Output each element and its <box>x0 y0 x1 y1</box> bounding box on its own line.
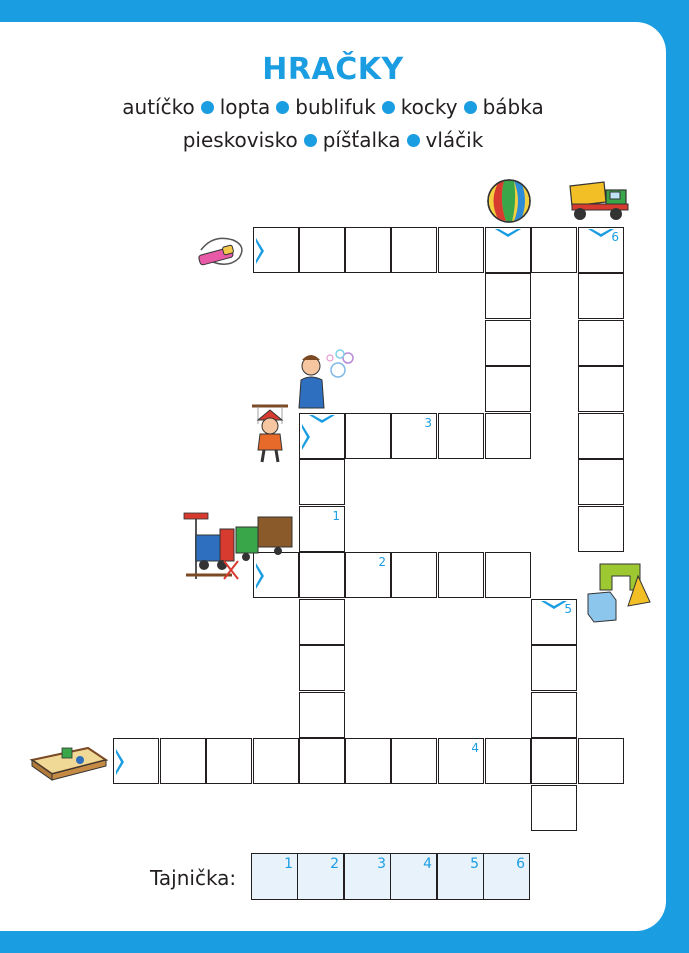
crossword-cell[interactable] <box>485 552 531 598</box>
arrow-right-icon <box>116 749 124 775</box>
bullet-dot-icon <box>382 101 395 114</box>
secret-cell[interactable] <box>437 853 484 900</box>
crossword-cell[interactable] <box>113 738 159 784</box>
word-item: bábka <box>482 95 544 119</box>
crossword-cell[interactable] <box>160 738 206 784</box>
bubble-boy-picture <box>296 346 358 410</box>
secret-number: 1 <box>284 856 293 872</box>
crossword-cell[interactable] <box>299 413 345 459</box>
train-picture <box>182 509 294 589</box>
arrow-right-icon <box>302 424 310 450</box>
puppet-picture <box>244 404 296 464</box>
crossword-cell[interactable] <box>531 599 577 645</box>
crossword-cell[interactable] <box>253 227 299 273</box>
word-item: pieskovisko <box>182 128 298 152</box>
secret-number: 3 <box>377 856 386 872</box>
crossword-cell[interactable] <box>485 320 531 366</box>
crossword-cell[interactable] <box>578 459 624 505</box>
whistle-picture <box>193 232 251 272</box>
crossword-cell[interactable] <box>345 738 391 784</box>
blocks-picture <box>584 562 654 624</box>
crossword-cell[interactable] <box>578 320 624 366</box>
clue-number: 2 <box>378 555 386 569</box>
crossword-cell[interactable] <box>531 738 577 784</box>
crossword-cell[interactable] <box>531 692 577 738</box>
crossword-cell[interactable] <box>253 738 299 784</box>
crossword-cell[interactable] <box>578 413 624 459</box>
secret-word-label: Tajnička: <box>150 866 237 890</box>
word-list-line-2 <box>0 127 666 153</box>
clue-number: 5 <box>564 602 572 616</box>
crossword-cell[interactable] <box>578 227 624 273</box>
bullet-dot-icon <box>464 101 477 114</box>
secret-cell[interactable] <box>483 853 530 900</box>
ball-picture <box>486 178 532 224</box>
secret-cell[interactable] <box>390 853 437 900</box>
word-item: bublifuk <box>295 95 376 119</box>
arrow-down-icon <box>541 601 567 609</box>
crossword-cell[interactable] <box>485 227 531 273</box>
crossword-cell[interactable] <box>485 413 531 459</box>
crossword-cell[interactable] <box>485 366 531 412</box>
crossword-cell[interactable] <box>345 227 391 273</box>
sandbox-picture <box>28 740 108 784</box>
crossword-cell[interactable] <box>299 552 345 598</box>
crossword-cell[interactable] <box>299 738 345 784</box>
crossword-cell[interactable] <box>578 273 624 319</box>
bullet-dot-icon <box>276 101 289 114</box>
crossword-cell[interactable] <box>299 459 345 505</box>
crossword-cell[interactable] <box>299 692 345 738</box>
word-item: píšťalka <box>322 128 401 152</box>
arrow-down-icon <box>588 229 614 237</box>
crossword-cell[interactable] <box>438 552 484 598</box>
crossword-cell[interactable] <box>299 599 345 645</box>
crossword-cell[interactable] <box>578 506 624 552</box>
bullet-dot-icon <box>407 134 420 147</box>
toy-truck-picture <box>566 178 632 224</box>
clue-number: 3 <box>424 416 432 430</box>
secret-number: 4 <box>423 856 432 872</box>
secret-cell[interactable] <box>297 853 344 900</box>
crossword-cell[interactable] <box>206 738 252 784</box>
secret-number: 6 <box>516 856 525 872</box>
word-list-line-1 <box>0 94 666 120</box>
arrow-down-icon <box>495 229 521 237</box>
word-item: autíčko <box>122 95 195 119</box>
arrow-down-icon <box>309 415 335 423</box>
secret-cell[interactable] <box>251 853 298 900</box>
crossword-cell[interactable] <box>345 413 391 459</box>
crossword-cell[interactable] <box>578 738 624 784</box>
clue-number: 1 <box>332 509 340 523</box>
secret-cell[interactable] <box>344 853 391 900</box>
bullet-dot-icon <box>304 134 317 147</box>
crossword-cell[interactable] <box>531 785 577 831</box>
crossword-cell[interactable] <box>391 552 437 598</box>
crossword-cell[interactable] <box>391 738 437 784</box>
clue-number: 4 <box>471 741 479 755</box>
word-item: lopta <box>219 95 271 119</box>
crossword-cell[interactable] <box>438 413 484 459</box>
bullet-dot-icon <box>201 101 214 114</box>
crossword-cell[interactable] <box>299 645 345 691</box>
page-title: HRAČKY <box>262 52 404 87</box>
crossword-cell[interactable] <box>391 413 437 459</box>
crossword-cell[interactable] <box>438 738 484 784</box>
crossword-cell[interactable] <box>531 645 577 691</box>
word-item: kocky <box>400 95 458 119</box>
secret-number: 2 <box>330 856 339 872</box>
arrow-right-icon <box>256 238 264 264</box>
crossword-cell[interactable] <box>299 506 345 552</box>
crossword-cell[interactable] <box>531 227 577 273</box>
crossword-cell[interactable] <box>438 227 484 273</box>
clue-number: 6 <box>611 230 619 244</box>
crossword-cell[interactable] <box>578 366 624 412</box>
crossword-cell[interactable] <box>485 273 531 319</box>
crossword-cell[interactable] <box>345 552 391 598</box>
word-item: vláčik <box>425 128 484 152</box>
secret-number: 5 <box>470 856 479 872</box>
crossword-cell[interactable] <box>299 227 345 273</box>
crossword-cell[interactable] <box>485 738 531 784</box>
crossword-cell[interactable] <box>391 227 437 273</box>
